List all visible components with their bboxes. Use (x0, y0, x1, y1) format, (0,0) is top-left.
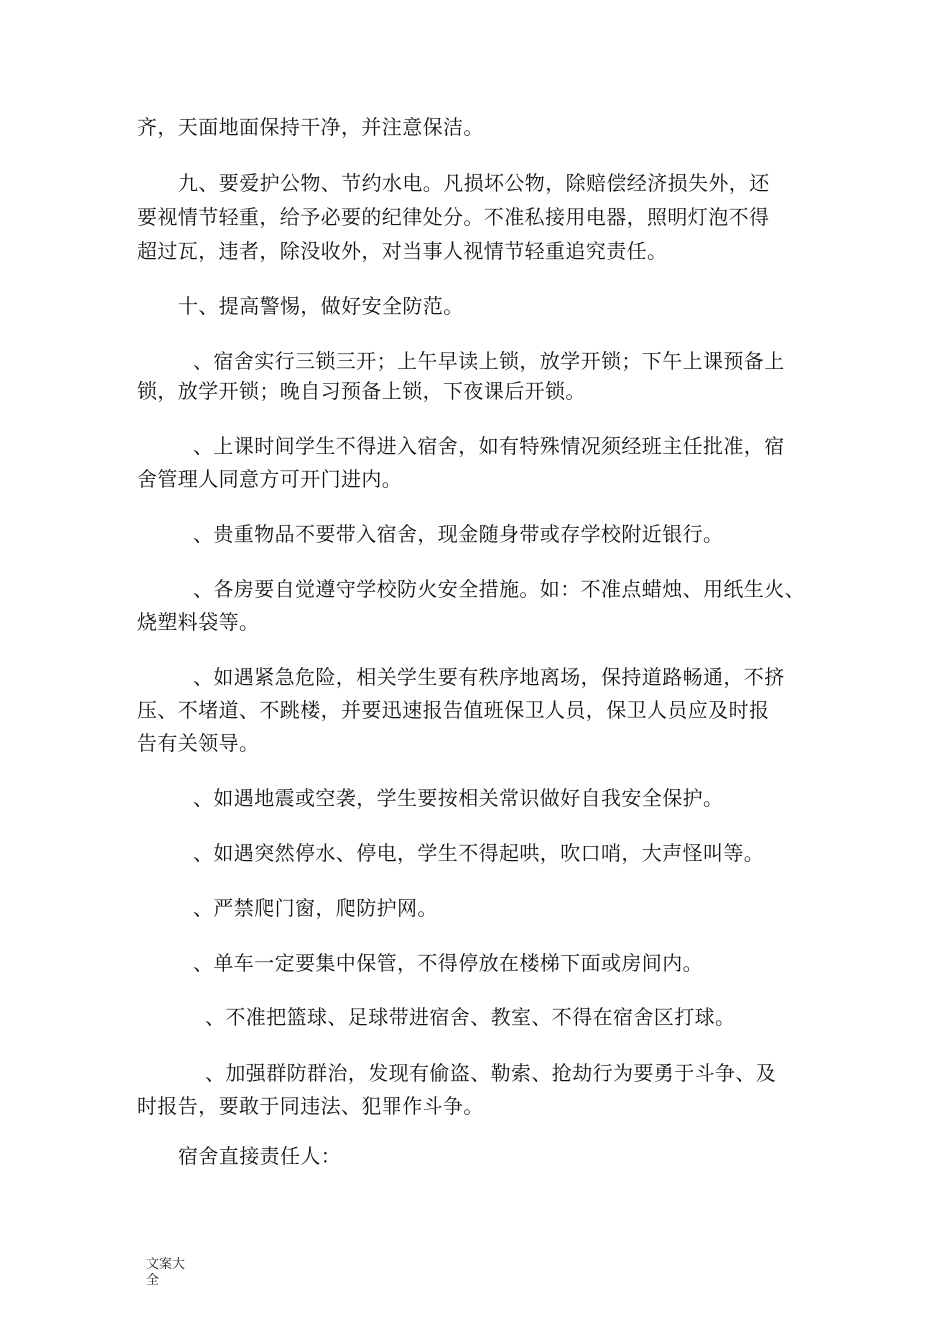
text-line-20: 、不准把篮球、足球带进宿舍、教室、不得在宿舍区打球。 (205, 1005, 736, 1029)
text-line-12: 烧塑料袋等。 (137, 610, 260, 634)
text-line-18: 、严禁爬门窗，爬防护网。 (193, 896, 438, 920)
text-line-11: 、各房要自觉遵守学校防火安全措施。如：不准点蜡烛、用纸生火、 (193, 577, 805, 601)
text-line-10: 、贵重物品不要带入宿舍，现金随身带或存学校附近银行。 (193, 522, 724, 546)
text-line-15: 告有关领导。 (137, 731, 260, 755)
text-line-7: 锁，放学开锁；晚自习预备上锁，下夜课后开锁。 (137, 379, 586, 403)
text-line-16: 、如遇地震或空袭，学生要按相关常识做好自我安全保护。 (193, 786, 724, 810)
text-line-4: 超过瓦，违者，除没收外，对当事人视情节轻重追究责任。 (137, 239, 668, 263)
text-line-22: 时报告，要敢于同违法、犯罪作斗争。 (137, 1094, 484, 1118)
text-line-2: 九、要爱护公物、节约水电。凡损坏公物，除赔偿经济损失外，还 (178, 171, 770, 195)
text-line-8: 、上课时间学生不得进入宿舍，如有特殊情况须经班主任批准，宿 (193, 434, 785, 458)
page-footer: 文案大全 (146, 1257, 186, 1288)
text-line-5: 十、提高警惕，做好安全防范。 (178, 294, 464, 318)
text-line-6: 、宿舍实行三锁三开；上午早读上锁，放学开锁；下午上课预备上 (193, 349, 785, 373)
text-line-13: 、如遇紧急危险，相关学生要有秩序地离场，保持道路畅通，不挤 (193, 665, 785, 689)
text-line-21: 、加强群防群治，发现有偷盗、勒索、抢劫行为要勇于斗争、及 (205, 1061, 777, 1085)
text-line-14: 压、不堵道、不跳楼，并要迅速报告值班保卫人员，保卫人员应及时报 (137, 698, 770, 722)
text-line-19: 、单车一定要集中保管，不得停放在楼梯下面或房间内。 (193, 951, 703, 975)
text-line-1: 齐，天面地面保持干净，并注意保洁。 (137, 115, 484, 139)
text-line-17: 、如遇突然停水、停电，学生不得起哄，吹口哨，大声怪叫等。 (193, 841, 765, 865)
text-line-3: 要视情节轻重，给予必要的纪律处分。不准私接用电器，照明灯泡不得 (137, 205, 770, 229)
text-line-23: 宿舍直接责任人： (178, 1144, 342, 1168)
text-line-9: 舍管理人同意方可开门进内。 (137, 467, 403, 491)
